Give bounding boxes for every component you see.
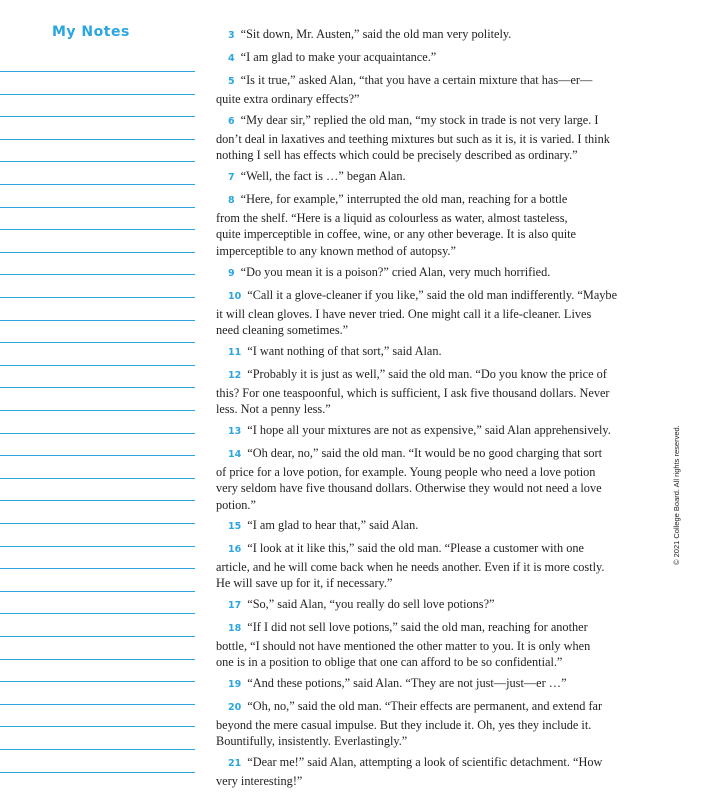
paragraph-number: 10 [228,291,242,302]
line-text: Bountifully, insistently. Everlastingly.” [216,734,408,748]
line-text: “I look at it like this,” said the old man. “Please a customer with one [247,541,584,555]
text-line [216,131,641,148]
note-line[interactable] [0,297,195,298]
text-line [216,72,641,91]
note-line[interactable] [0,387,195,388]
line-text: of price for a love potion, for example. Young people who need a love potion [216,464,596,479]
paragraph-number: 5 [228,76,235,87]
paragraph-number: 15 [228,521,242,532]
line-text: quite extra ordinary effects?” [216,91,360,106]
text-line [216,675,641,694]
note-line[interactable] [0,207,195,208]
line-text: “So,” said Alan, “you really do sell love potions?” [247,597,495,611]
line-text: one is in a position to oblige that one can afford to be so confidential.” [216,655,563,669]
note-line[interactable] [0,591,195,592]
text-line [216,445,641,464]
text-line [216,26,641,45]
text-line [216,226,641,243]
note-line[interactable] [0,478,195,479]
text-line [216,480,641,497]
paragraph-20 [216,698,641,750]
line-text: “I hope all your mixtures are not as expensive,” said Alan apprehensively. [247,423,611,437]
note-line[interactable] [0,636,195,637]
my-notes-title: My Notes [52,24,130,40]
note-line[interactable] [0,229,195,230]
line-text: He will save up for it, if necessary.” [216,576,393,590]
line-text: “I am glad to hear that,” said Alan. [247,518,419,532]
note-line[interactable] [0,749,195,750]
text-line [216,754,641,773]
line-text: “Dear me!” said Alan, attempting a look of scientific detachment. “How [247,755,603,769]
note-line[interactable] [0,500,195,501]
text-line [216,385,641,402]
paragraph-4 [216,49,641,68]
text-line [216,243,641,260]
note-line[interactable] [0,433,195,434]
line-text: beyond the mere casual impulse. But they include it. Oh, yes they include it. [216,717,592,732]
note-line[interactable] [0,116,195,117]
line-text: “I am glad to make your acquaintance.” [240,50,437,64]
paragraph-number: 18 [228,623,242,634]
paragraph-14 [216,445,641,513]
note-line[interactable] [0,342,195,343]
line-text: quite imperceptible in coffee, wine, or any other beverage. It is also quite [216,227,577,241]
paragraph-number: 7 [228,172,235,183]
note-line[interactable] [0,320,195,321]
text-line [216,733,641,750]
note-line[interactable] [0,568,195,569]
line-text: don’t deal in laxatives and teething mixtures but such as it is, it is varied. I think [216,131,610,146]
text-line [216,717,641,734]
text-line [216,596,641,615]
line-text: less. Not a penny less.” [216,402,331,416]
paragraph-6 [216,112,641,164]
text-line [216,366,641,385]
line-text: imperceptible to any known method of autopsy.” [216,243,456,258]
line-text: “And these potions,” said Alan. “They are not just—just—er …” [247,676,567,690]
note-line[interactable] [0,613,195,614]
line-text: “Sit down, Mr. Austen,” said the old man very politely. [240,27,512,41]
line-text: “Here, for example,” interrupted the old man, reaching for a bottle [240,192,568,206]
line-text: “If I did not sell love potions,” said the old man, reaching for another [247,620,588,634]
note-line[interactable] [0,455,195,456]
note-line[interactable] [0,726,195,727]
paragraph-number: 19 [228,679,242,690]
text-line [216,343,641,362]
line-text: very seldom have five thousand dollars. Otherwise they would not need a love [216,481,602,495]
line-text: need cleaning sometimes.” [216,323,349,337]
text-line [216,497,641,514]
text-line [216,210,641,227]
text-line [216,49,641,68]
note-line[interactable] [0,365,195,366]
line-text: “Oh dear, no,” said the old man. “It would be no good charging that sort [247,446,603,460]
paragraph-3 [216,26,641,45]
paragraph-number: 3 [228,30,235,41]
text-line [216,540,641,559]
note-line[interactable] [0,184,195,185]
text-line [216,322,641,339]
paragraph-number: 20 [228,702,242,713]
text-line [216,654,641,671]
line-text: this? For one teaspoonful, which is sufficient, I ask five thousand dollars. Never [216,385,610,400]
line-text: “Well, the fact is …” began Alan. [240,169,406,183]
line-text: bottle, “I should not have mentioned the other matter to you. It is only when [216,638,591,653]
note-line[interactable] [0,94,195,95]
line-text: “I want nothing of that sort,” said Alan. [247,344,442,358]
text-line [216,306,641,323]
note-line[interactable] [0,252,195,253]
paragraph-number: 11 [228,347,242,358]
line-text: very interesting!” [216,773,303,788]
paragraph-number: 16 [228,544,242,555]
paragraph-17 [216,596,641,615]
paragraph-13 [216,422,641,441]
line-text: “My dear sir,” replied the old man, “my stock in trade is not very large. I [240,113,599,127]
note-line[interactable] [0,161,195,162]
note-line[interactable] [0,139,195,140]
text-line [216,575,641,592]
paragraph-number: 21 [228,758,242,769]
copyright-notice: © 2021 College Board. All rights reserved. [672,425,681,565]
text-line [216,147,641,164]
paragraph-21 [216,754,641,789]
line-text: “Probably it is just as well,” said the old man. “Do you know the price of [247,367,607,381]
text-line [216,559,641,576]
note-line[interactable] [0,523,195,524]
text-line [216,401,641,418]
paragraph-number: 14 [228,449,242,460]
paragraph-number: 6 [228,116,235,127]
line-text: “Do you mean it is a poison?” cried Alan, very much horrified. [240,265,551,279]
text-line [216,517,641,536]
note-line[interactable] [0,274,195,275]
text-line [216,698,641,717]
paragraph-10 [216,287,641,339]
paragraph-15 [216,517,641,536]
paragraph-number: 12 [228,370,242,381]
text-line [216,464,641,481]
paragraph-number: 13 [228,426,242,437]
note-line[interactable] [0,546,195,547]
note-line[interactable] [0,659,195,660]
paragraph-8 [216,191,641,259]
line-text: “Oh, no,” said the old man. “Their effects are permanent, and extend far [247,699,603,713]
text-line [216,264,641,283]
paragraph-number: 8 [228,195,235,206]
line-text: it will clean gloves. I have never tried. One might call it a life-cleaner. Lives [216,306,592,321]
note-line[interactable] [0,772,195,773]
line-text: “Is it true,” asked Alan, “that you have a certain mixture that has—er— [240,73,593,87]
note-line[interactable] [0,681,195,682]
line-text: “Call it a glove-cleaner if you like,” said the old man indifferently. “Maybe [247,288,618,302]
note-line[interactable] [0,704,195,705]
text-line [216,287,641,306]
text-line [216,773,641,790]
paragraph-number: 4 [228,53,235,64]
paragraph-16 [216,540,641,592]
text-line [216,638,641,655]
paragraph-11 [216,343,641,362]
note-line[interactable] [0,410,195,411]
note-line[interactable] [0,71,195,72]
line-text: nothing I sell has effects which could be precisely described as ordinary.” [216,148,578,162]
line-text: from the shelf. “Here is a liquid as colourless as water, almost tasteless, [216,210,568,225]
text-line [216,619,641,638]
paragraph-18 [216,619,641,671]
paragraph-number: 9 [228,268,235,279]
text-line [216,168,641,187]
paragraph-7 [216,168,641,187]
text-line [216,112,641,131]
line-text: article, and he will come back when he needs another. Even if it is more costly. [216,559,605,574]
paragraph-5 [216,72,641,107]
paragraph-number: 17 [228,600,242,611]
text-line [216,191,641,210]
paragraph-9 [216,264,641,283]
paragraph-19 [216,675,641,694]
paragraph-12 [216,366,641,418]
text-line [216,91,641,108]
text-line [216,422,641,441]
line-text: potion.” [216,497,256,512]
